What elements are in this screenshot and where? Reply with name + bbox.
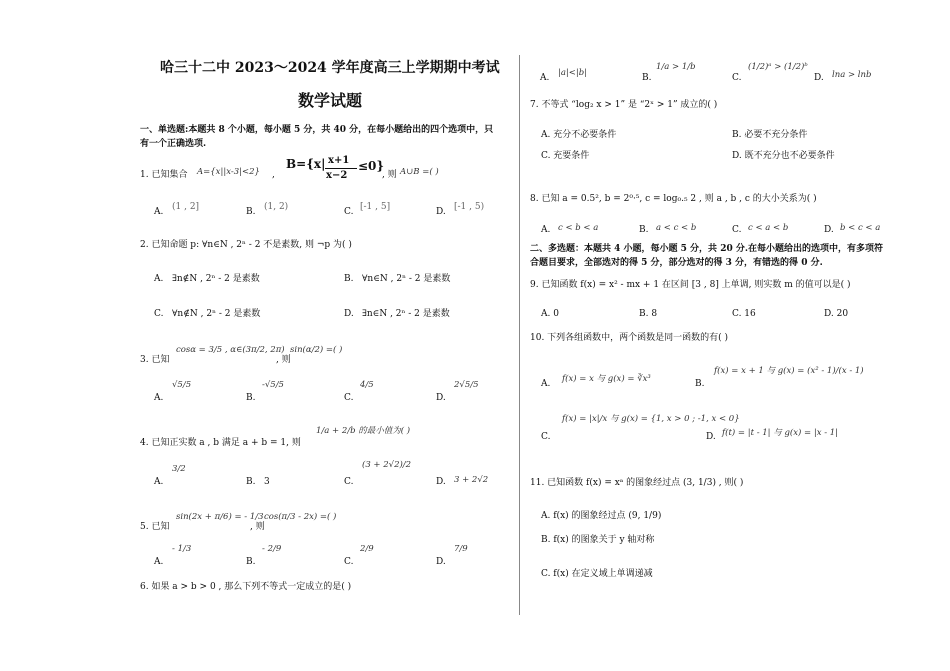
q8-option-c-label: C.	[732, 225, 742, 235]
section-heading-cont: 有一个正确选项.	[140, 139, 207, 149]
q3-option-c-label: C.	[344, 393, 354, 403]
q6-option-a: |a|<|b|	[558, 68, 588, 78]
q11-option-b: B. f(x) 的图象关于 y 轴对称	[541, 535, 655, 545]
q4-stem: 4. 已知正实数 a , b 满足 a + b = 1, 则	[140, 438, 301, 448]
q3-then: , 则	[276, 355, 291, 365]
q10-option-c-label: C.	[541, 432, 551, 442]
q4-option-b-label: B.	[246, 477, 256, 487]
q5-prefix: 5. 已知	[140, 522, 170, 532]
q9-option-d: D. 20	[824, 309, 849, 319]
column-divider	[519, 55, 520, 615]
q1-comma: ,	[272, 170, 275, 180]
q10-option-d: f(t) = |t - 1| 与 g(x) = |x - 1|	[722, 428, 839, 438]
q10-option-b: f(x) = x + 1 与 g(x) = (x² - 1)/(x - 1)	[714, 366, 864, 376]
q5-option-a: - 1/3	[172, 544, 192, 554]
q1-set-a: A={x||x-3|<2}	[197, 167, 260, 177]
q1-option-b: (1, 2)	[264, 202, 289, 212]
q3-option-d-label: D.	[436, 393, 446, 403]
q10-option-a-label: A.	[541, 379, 551, 389]
q1-option-a-label: A.	[154, 207, 164, 217]
q5-ask: cos(π/3 - 2x) =( )	[264, 512, 337, 522]
q2-option-c: ∀n∉N , 2ⁿ - 2 是素数	[172, 309, 261, 319]
section2-heading-cont: 合题目要求，全部选对的得 5 分，部分选对的得 3 分，有错选的得 0 分.	[530, 258, 823, 268]
q5-option-d-label: D.	[436, 557, 446, 567]
q5-option-d: 7/9	[454, 544, 468, 554]
q6-option-c-label: C.	[732, 73, 742, 83]
q8-option-a-label: A.	[541, 225, 551, 235]
q3-ask: sin(α/2) =( )	[290, 345, 343, 355]
q1-ask: A∪B =( )	[400, 167, 439, 177]
q10-stem: 10. 下列各组函数中，两个函数是同一函数的有( )	[530, 333, 729, 343]
q6-option-b-label: B.	[642, 73, 652, 83]
q5-option-b: - 2/9	[262, 544, 282, 554]
q10-option-b-label: B.	[695, 379, 705, 389]
q3-option-b-label: B.	[246, 393, 256, 403]
q6-option-d: lna > lnb	[832, 70, 872, 80]
q11-stem: 11. 已知函数 f(x) = xᵃ 的图象经过点 (3, 1/3) , 则( )	[530, 478, 744, 488]
q7-option-c: C. 充要条件	[541, 151, 590, 161]
q8-option-a: c < b < a	[558, 223, 599, 233]
q1-option-a: (1 , 2]	[172, 202, 200, 212]
q1-then: , 则	[382, 170, 397, 180]
q1-option-b-label: B.	[246, 207, 256, 217]
q10-option-a: f(x) = x 与 g(x) = ∛x³	[562, 374, 651, 384]
q9-option-b: B. 8	[639, 309, 658, 319]
q7-option-a: A. 充分不必要条件	[541, 130, 617, 140]
q8-option-d: b < c < a	[840, 223, 881, 233]
q9-option-a: A. 0	[541, 309, 559, 319]
q5-then: , 则	[250, 522, 265, 532]
q4-option-d: 3 + 2√2	[454, 475, 489, 485]
q2-option-a: ∃n∉N , 2ⁿ - 2 是素数	[172, 274, 260, 284]
q4-option-c-label: C.	[344, 477, 354, 487]
q1-set-b-close: ≤0}	[358, 159, 385, 173]
q1-set-b-open: B={x|	[286, 157, 326, 171]
q1-option-d-label: D.	[436, 207, 446, 217]
q7-option-b: B. 必要不充分条件	[732, 130, 808, 140]
q4-option-d-label: D.	[436, 477, 446, 487]
q4-option-b: 3	[264, 477, 270, 487]
q1-set-b-den: x−2	[326, 170, 348, 181]
q8-option-d-label: D.	[824, 225, 834, 235]
q2-option-a-label: A.	[154, 274, 164, 284]
q2-option-b: ∀n∈N , 2ⁿ - 2 是素数	[362, 274, 451, 284]
q7-option-d: D. 既不充分也不必要条件	[732, 151, 835, 161]
q5-option-a-label: A.	[154, 557, 164, 567]
q2-option-d: ∃n∈N , 2ⁿ - 2 是素数	[362, 309, 450, 319]
q1-fraction-bar	[325, 168, 357, 169]
q2-option-b-label: B.	[344, 274, 354, 284]
q1-option-c: [-1 , 5]	[360, 202, 391, 212]
q11-option-c: C. f(x) 在定义域上单调递减	[541, 569, 653, 579]
q5-condition: sin(2x + π/6) = - 1/3	[176, 512, 264, 522]
q2-option-d-label: D.	[344, 309, 354, 319]
q8-option-b-label: B.	[639, 225, 649, 235]
q2-option-c-label: C.	[154, 309, 164, 319]
q1-option-c-label: C.	[344, 207, 354, 217]
q6-option-a-label: A.	[540, 73, 550, 83]
q3-option-a: √5/5	[172, 380, 192, 390]
q3-option-c: 4/5	[360, 380, 374, 390]
q5-option-c: 2/9	[360, 544, 374, 554]
q6-stem: 6. 如果 a > b > 0 , 那么下列不等式一定成立的是( )	[140, 582, 352, 592]
q3-option-d: 2√5/5	[454, 380, 479, 390]
q5-option-c-label: C.	[344, 557, 354, 567]
q2-stem: 2. 已知命题 p: ∀n∈N , 2ⁿ - 2 不是素数, 则 ¬p 为( )	[140, 240, 352, 250]
exam-subtitle: 数学试题	[298, 91, 363, 110]
q1-prefix: 1. 已知集合	[140, 170, 188, 180]
q1-option-d: [-1 , 5)	[454, 202, 485, 212]
q4-option-a: 3/2	[172, 464, 186, 474]
q4-option-a-label: A.	[154, 477, 164, 487]
q4-option-c: (3 + 2√2)/2	[362, 460, 412, 470]
q1-set-b-num: x+1	[328, 155, 350, 166]
q6-option-d-label: D.	[814, 73, 824, 83]
section2-heading: 二、多选题：本题共 4 小题，每小题 5 分，共 20 分.在每小题给出的选项中，有多项符	[530, 244, 883, 254]
q9-option-c: C. 16	[732, 309, 756, 319]
q6-option-c: (1/2)ᵃ > (1/2)ᵇ	[748, 62, 808, 72]
q6-option-b: 1/a > 1/b	[656, 62, 696, 72]
q8-option-c: c < a < b	[748, 223, 789, 233]
q11-option-a: A. f(x) 的图象经过点 (9, 1/9)	[541, 511, 662, 521]
q3-prefix: 3. 已知	[140, 355, 170, 365]
q3-option-a-label: A.	[154, 393, 164, 403]
exam-title: 哈三十二中 2023～2024 学年度高三上学期期中考试	[160, 60, 500, 76]
section-heading: 一、单选题:本题共 8 个小题，每小题 5 分，共 40 分，在每小题给出的四个选项中，只	[140, 125, 494, 135]
q8-option-b: a < c < b	[656, 223, 697, 233]
q10-option-c: f(x) = |x|/x 与 g(x) = {1, x > 0 ; -1, x < 0}	[562, 414, 740, 424]
q5-option-b-label: B.	[246, 557, 256, 567]
q3-option-b: -√5/5	[262, 380, 284, 390]
q10-option-d-label: D.	[706, 432, 716, 442]
q7-stem: 7. 不等式 “log₂ x > 1” 是 “2ˣ > 1” 成立的( )	[530, 100, 718, 110]
q4-expr: 1/a + 2/b 的最小值为( )	[316, 426, 411, 436]
q3-condition: cosα = 3/5 , α∈(3π/2, 2π)	[176, 345, 285, 355]
q8-stem: 8. 已知 a = 0.5², b = 2⁰·⁵, c = log₀.₅ 2 , 则 a , b , c 的大小关系为( )	[530, 194, 817, 204]
q9-stem: 9. 已知函数 f(x) = x² - mx + 1 在区间 [3 , 8] 上单调, 则实数 m 的值可以是( )	[530, 280, 851, 290]
